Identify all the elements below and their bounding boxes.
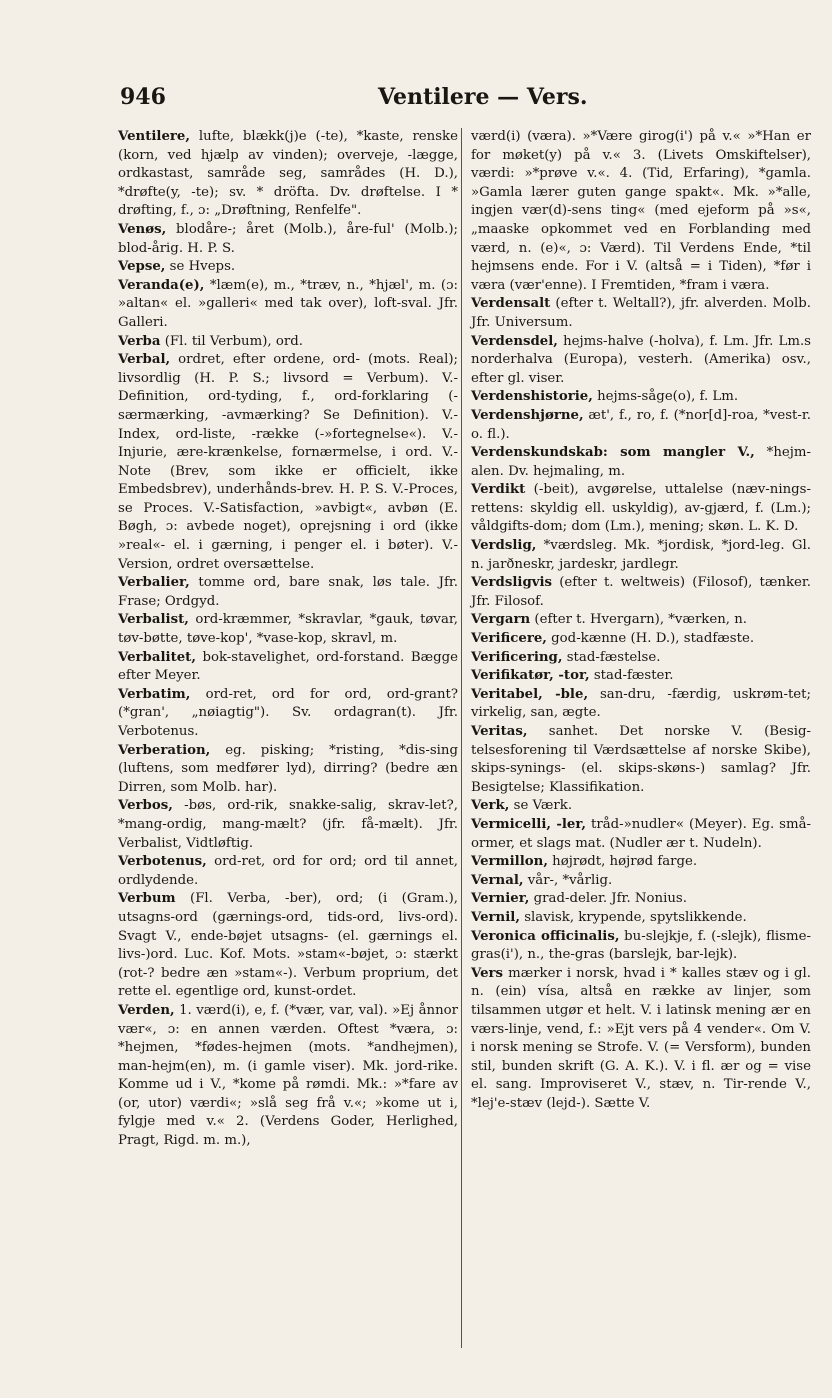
dictionary-entry (471, 853, 811, 872)
entry-definition: bu-slejkje, f. (-slejk), flisme-gras(i'), n., the-gras (barslejk, bar-lejk). (471, 928, 811, 963)
entry-headword: Vepse, (118, 259, 166, 275)
dictionary-entry (118, 258, 458, 277)
entry-definition: hejms-såge(o), f. Lm. (592, 389, 739, 405)
dictionary-entry (471, 611, 811, 630)
entry-definition: værd(i) (væra). »*Være girog(i') på v.« »*Han er for møket(y) på v.« 3. (Livets Omskiftelser), værdi: »*prøve v.«. 4. (Tid, Erfaring), *gamla. »Gamla lærer guten gange spakt«. Mk. »*alle, ingjen vær(d)-sens ting« (med ejeform på »s«, „maaske opkommet ved en Forblanding med værd, n. (e)«, ɔ: Værd). Til Verdens Ende, *til hejmsens ende. For i V. (altså = i Tiden), *før i væra (vær'enne). I Fremtiden, *fram i væra. (471, 129, 811, 293)
dictionary-entry (118, 333, 458, 352)
entry-headword: Verbotenus, (118, 854, 207, 870)
left-column (118, 128, 458, 1151)
entry-headword: Verdsligvis (471, 575, 553, 591)
entry-headword: Verberation, (118, 742, 211, 758)
entry-headword: Veronica officinalis, (471, 928, 620, 944)
entry-definition: vår-, *vårlig. (523, 872, 613, 888)
dictionary-entry (471, 128, 811, 295)
entry-headword: Verbos, (118, 798, 173, 814)
entry-headword: Verificere, (471, 631, 547, 647)
entry-definition: slavisk, krypende, spytslikkende. (519, 909, 747, 925)
entry-headword: Verbal, (118, 352, 171, 368)
dictionary-entry (471, 909, 811, 928)
entry-headword: Venøs, (118, 221, 167, 237)
entry-definition: stad-fæstelse. (562, 649, 661, 665)
dictionary-entry (471, 481, 811, 537)
entry-headword: Verifikatør, -tor, (471, 668, 590, 684)
entry-headword: Veritas, (471, 724, 528, 739)
dictionary-entry (471, 890, 811, 909)
entry-definition: god-kænne (H. D.), stadfæste. (546, 631, 755, 647)
entry-headword: Vernil, (471, 909, 520, 925)
entry-definition: ord-kræmmer, *skravlar, *gauk, tøvar, tøv-bøtte, tøve-kop', *vase-kop, skravl, m. (118, 612, 458, 647)
entry-headword: Verificering, (471, 649, 563, 665)
entry-headword: Verdikt (471, 482, 526, 498)
entry-definition: 1. værd(i), e, f. (*vær, var, val). »Ej ånnor vær«, ɔ: en annen værden. Oftest *væra, ɔ: *hejmen, *fødes-hejmen (mots. *andhejmen), man-hejm(en), m. (i gamle viser). Mk. jord-rike. Komme ud i V., *kome på rømdi. Mk.: »*fare av (or, utor) værdi«; »slå seg frå v.«; »kome ut i, fylgje med v.« 2. (Verdens Goder, Herlighed, Pragt, Rigd. m. m.), (118, 1002, 458, 1149)
entry-definition: (efter t. weltweis) (Filosof), tænker. Jfr. Filosof. (471, 575, 811, 609)
dictionary-entry (471, 686, 811, 723)
dictionary-entry (471, 537, 811, 574)
page-header (120, 84, 740, 118)
entry-headword: Verdslig, (471, 538, 537, 554)
entry-headword: Vernier, (471, 891, 530, 907)
entry-headword: Ventilere, (118, 129, 191, 144)
dictionary-entry (471, 649, 811, 668)
dictionary-entry (118, 611, 458, 648)
dictionary-entry (471, 872, 811, 891)
entry-definition: ord-ret, ord for ord; ord til annet, ordlydende. (118, 854, 458, 888)
entry-headword: Verbatim, (118, 686, 191, 702)
dictionary-entry (118, 853, 458, 890)
entry-definition: -bøs, ord-rik, snakke-salig, skrav-let?, *mang-ordig, mang-mælt? (jfr. få-mælt). Jfr. Verbalist, Vidtløftig. (118, 798, 458, 851)
entry-definition: san-dru, -færdig, uskrøm-tet; virkelig, san, ægte. (471, 686, 811, 721)
dictionary-entry (118, 797, 458, 853)
entry-definition: *værdsleg. Mk. *jordisk, *jord-leg. Gl. n. jarðneskr, jardeskr, jardlegr. (471, 538, 811, 572)
dictionary-entry (471, 333, 811, 389)
dictionary-entry (471, 928, 811, 965)
entry-definition: *hejm-alen. Dv. hejmaling, m. (471, 445, 811, 479)
entry-definition: (-beit), avgørelse, uttalelse (næv-nings-rettens: skyldig ell. uskyldig), av-gjærd, f. (Lm.); våldgifts-dom; dom (Lm.), mening; skøn. L. K. D. (471, 482, 811, 535)
entry-headword: Verdensdel, (471, 333, 558, 349)
entry-definition: ordret, efter ordene, ord- (mots. Real); livsordlig (H. P. S.; livsord = Verbum). V.-Definition, ord-tyding, f., ord-forklaring (-særmærking, -avmærking? Se Definition). V.-Index, ord-liste, -række (-»fortegnelse«). V.-Injurie, ære-krænkelse, fornærmelse, i ord. V.-Note (Brev, som ikke er officielt, ikke Embedsbrev), underhånds-brev. H. P. S. V.-Proces, se Proces. V.-Satisfaction, »avbigt«, avbøn (E. Bøgh, ɔ: avbede noget), oprejsning i ord (ikke »real«- el. i gærning, i penger el. i bøter). V.-Version, ordret oversættelse. (118, 352, 458, 572)
entry-definition: se Hveps. (165, 259, 236, 275)
entry-definition: stad-fæster. (589, 668, 674, 684)
dictionary-entry (471, 407, 811, 444)
entry-headword: Vermicelli, -ler, (471, 816, 587, 832)
entry-headword: Vernal, (471, 872, 524, 888)
dictionary-entry (118, 686, 458, 742)
dictionary-entry (118, 128, 458, 221)
dictionary-entry (471, 444, 811, 481)
entry-headword: Veranda(e), (118, 277, 205, 293)
entry-definition: tomme ord, bare snak, løs tale. Jfr. Frase; Ordgyd. (118, 575, 458, 609)
entry-headword: Verden, (118, 1002, 175, 1018)
running-head: Ventilere — Vers. (378, 84, 588, 110)
entry-definition: tråd-»nudler« (Meyer). Eg. små-ormer, et slags mat. (Nudler ær t. Nudeln). (471, 816, 811, 851)
entry-definition: ord-ret, ord for ord, ord-grant? (*gran', „nøiagtig"). Sv. ordagran(t). Jfr. Verbotenus. (118, 686, 458, 739)
page-number: 946 (120, 84, 166, 110)
dictionary-entry (118, 277, 458, 333)
dictionary-entry (471, 388, 811, 407)
dictionary-entry (471, 295, 811, 332)
entry-headword: Verdenskundskab: som mangler V., (471, 445, 755, 461)
entry-headword: Vers (471, 965, 504, 981)
dictionary-entry (471, 574, 811, 611)
dictionary-entry (471, 667, 811, 686)
dictionary-entry (118, 1002, 458, 1151)
entry-definition: (efter t. Hvergarn), *værken, n. (530, 612, 748, 628)
entry-definition: bok-stavelighet, ord-forstand. Bægge efter Meyer. (118, 649, 458, 684)
entry-headword: Verbalier, (118, 575, 190, 591)
entry-headword: Verbalitet, (118, 649, 196, 665)
entry-definition: højrødt, højrød farge. (547, 854, 698, 870)
entry-definition: hejms-halve (-holva), f. Lm. Jfr. Lm.s norderhalva (Europa), vesterh. (Amerika) osv., efter gl. viser. (471, 333, 811, 386)
dictionary-entry (471, 797, 811, 816)
entry-headword: Verdenshistorie, (471, 389, 593, 405)
right-column (471, 128, 811, 1113)
entry-definition: eg. pisking; *risting, *dis-sing (luftens, som medfører lyd), dirring? (bedre æn Dirren, som Molb. har). (118, 742, 458, 795)
entry-definition: (Fl. Verba, -ber), ord; (i (Gram.), utsagns-ord (gærnings-ord, tids-ord, livs-ord). Svagt V., ende-bøjet utsagns- (el. gærnings el. livs-)ord. Luc. Kof. Mots. »stam«-bøjet, ɔ: stærkt (rot-? bedre æn »stam«-). Verbum proprium, det rette el. egentlige ord, kunst-ordet. (118, 891, 458, 1000)
dictionary-entry (471, 723, 811, 797)
entry-headword: Verbum (118, 891, 176, 907)
entry-headword: Verdenshjørne, (471, 407, 584, 423)
entry-definition: blodåre-; året (Molb.), åre-ful' (Molb.); blod-årig. H. P. S. (118, 221, 458, 256)
entry-headword: Verba (118, 333, 161, 349)
entry-headword: Veritabel, -ble, (471, 686, 589, 702)
dictionary-entry (118, 351, 458, 574)
dictionary-entry (118, 890, 458, 1002)
entry-definition: (efter t. Weltall?), jfr. alverden. Molb. Jfr. Universum. (471, 296, 811, 330)
dictionary-entry (471, 965, 811, 1114)
entry-definition: (Fl. til Verbum), ord. (160, 333, 303, 349)
entry-definition: *læm(e), m., *træv, n., *hjæl', m. (ɔ: »altan« el. »galleri« med tak over), loft-sval. Jfr. Galleri. (118, 277, 458, 330)
dictionary-entry (118, 221, 458, 258)
dictionary-entry (118, 742, 458, 798)
entry-definition: sanhet. Det norske V. (Besig-telsesforening til Værdsættelse af norske Skibe), skips-synings- (el. skips-skøns-) samlag? Jfr. Besigtelse; Klassifikation. (471, 724, 811, 795)
entry-headword: Verdensalt (471, 296, 551, 312)
entry-definition: grad-deler. Jfr. Nonius. (529, 891, 687, 907)
entry-definition: mærker i norsk, hvad i * kalles stæv og i gl. n. (ein) vísa, altså en række av linjer, som tilsammen utgør et helt. V. i latinsk mening ær en værs-linje, vend, f.: »Ejt vers på 4 vender«. Om V. i norsk mening se Strofe. V. (= Versform), bunden stil, bunden skrift (G. A. K.). V. i fl. ær og = vise el. sang. Improviseret V., stæv, n. Tir-rende V., *lej'e-stæv (lejd-). Sætte V. (471, 965, 811, 1111)
dictionary-entry (471, 816, 811, 853)
entry-headword: Verbalist, (118, 612, 189, 628)
entry-definition: se Værk. (509, 798, 573, 814)
dictionary-entry (118, 574, 458, 611)
entry-definition: æt', f., ro, f. (*nor[d]-roa, *vest-r. o. fl.). (471, 407, 811, 442)
entry-definition: lufte, blækk(j)e (-te), *kaste, renske (korn, ved hjælp av vinden); overveje, -lægge, ordkastast, samråde seg, samrådes (H. D.), *drøfte(y, -te); sv. * dröfta. Dv. drøftelse. I * drøfting, f., ɔ: „Drøftning, Renfelfe". (118, 129, 458, 219)
entry-headword: Verk, (471, 798, 510, 814)
entry-headword: Vermillon, (471, 854, 548, 870)
dictionary-entry (471, 630, 811, 649)
entry-headword: Vergarn (471, 612, 531, 628)
dictionary-entry (118, 649, 458, 686)
column-divider (461, 128, 462, 1348)
